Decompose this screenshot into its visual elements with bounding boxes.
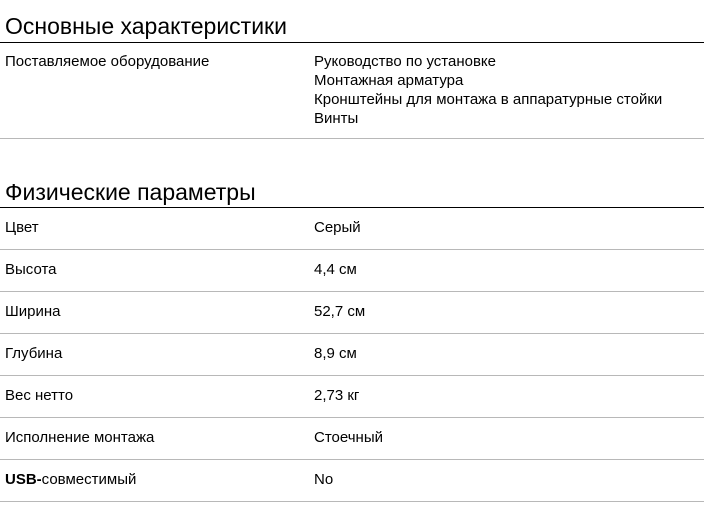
section-divider — [0, 42, 704, 43]
spec-value: 2,73 кг — [314, 387, 360, 404]
row-divider — [0, 375, 704, 376]
section-title-main-specs: Основные характеристики — [5, 13, 287, 39]
row-divider — [0, 249, 704, 250]
section-divider — [0, 207, 704, 208]
spec-label-bold-part: USB- — [5, 471, 42, 488]
spec-label: Ширина — [5, 303, 61, 320]
row-divider — [0, 138, 704, 139]
row-divider — [0, 501, 704, 502]
spec-label: Глубина — [5, 345, 63, 362]
spec-value-list — [314, 52, 662, 128]
spec-label-rest: совместимый — [41, 471, 137, 488]
row-divider — [0, 417, 704, 418]
spec-value: Серый — [314, 219, 361, 236]
spec-label: Цвет — [5, 219, 39, 236]
spec-value-item: Кронштейны для монтажа в аппаратурные стойки — [314, 91, 663, 108]
spec-value: Стоечный — [314, 429, 383, 446]
spec-value: No — [314, 471, 334, 488]
spec-value-item: Монтажная арматура — [314, 72, 464, 89]
spec-label: Поставляемое оборудование — [5, 53, 210, 70]
spec-label: Высота — [5, 261, 57, 278]
spec-label: Вес нетто — [5, 387, 74, 404]
spec-value: 4,4 см — [314, 261, 357, 278]
spec-value-item: Винты — [314, 110, 359, 127]
spec-label: Исполнение монтажа — [5, 429, 155, 446]
spec-value-item: Руководство по установке — [314, 53, 496, 70]
row-divider — [0, 291, 704, 292]
spec-value: 8,9 см — [314, 345, 357, 362]
spec-value: 52,7 см — [314, 303, 366, 320]
row-divider — [0, 459, 704, 460]
row-divider — [0, 333, 704, 334]
spec-label — [5, 470, 136, 489]
section-title-physical-params: Физические параметры — [5, 179, 256, 205]
